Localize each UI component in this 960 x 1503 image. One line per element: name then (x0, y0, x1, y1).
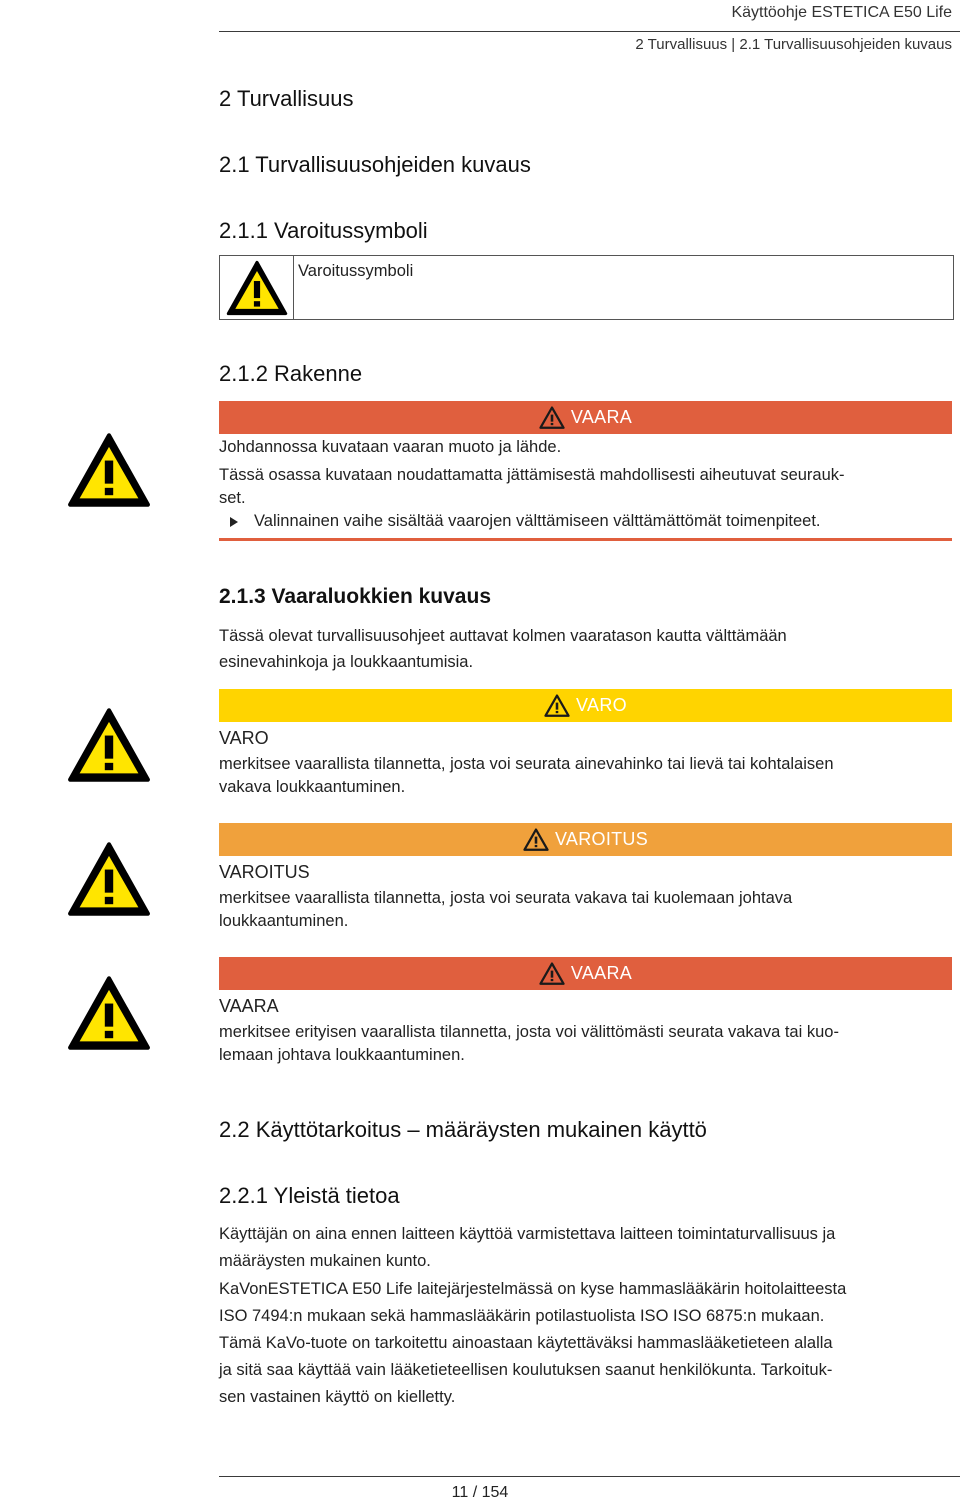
section-2-1-3-intro-line1: Tässä olevat turvallisuusohjeet auttavat kolmen vaaratason kautta välttämään (219, 627, 787, 645)
section-2-2-1-heading: 2.2.1 Yleistä tietoa (219, 1183, 400, 1208)
section-2-1-2-heading: 2.1.2 Rakenne (219, 361, 363, 386)
danger-description-line1: merkitsee erityisen vaarallista tilannetta, josta voi välittömästi seurata vakava tai kuo- (219, 1023, 839, 1041)
caution-term: VARO (219, 728, 269, 748)
caution-description-line1: merkitsee vaarallista tilannetta, josta voi seurata ainevahinko tai lievä tai kohtalaisen (219, 755, 834, 773)
notice-step-text: Valinnainen vaihe sisältää vaarojen välttämiseen välttämättömät toimenpiteet. (254, 512, 821, 530)
general-info-line: ISO 7494:n mukaan sekä hammaslääkärin potilastuolista ISO ISO 6875:n mukaan. (219, 1307, 825, 1325)
danger-level-label: VAARA (570, 407, 633, 427)
header-divider (219, 31, 960, 32)
general-info-line: KaVonESTETICA E50 Life laitejärjestelmässä on kyse hammaslääkärin hoitolaitteesta (219, 1280, 847, 1298)
warning-description-line2: loukkaantuminen. (219, 912, 349, 930)
warning-triangle-icon (67, 707, 151, 783)
warning-symbol-table (219, 255, 954, 320)
danger-description-line2: lemaan johtava loukkaantuminen. (219, 1046, 465, 1064)
triangle-right-bullet-icon (230, 517, 238, 527)
footer-divider (219, 1476, 960, 1477)
warning-triangle-icon (544, 694, 570, 717)
danger-level-notice-bar (219, 957, 952, 990)
warning-term: VAROITUS (219, 862, 310, 882)
warning-triangle-icon (523, 828, 549, 851)
warning-description-line1: merkitsee vaarallista tilannetta, josta voi seurata vakava tai kuolemaan johtava (219, 889, 793, 907)
caution-notice-bar (219, 689, 952, 722)
section-2-1-3-intro-line2: esinevahinkoja ja loukkaantumisia. (219, 653, 474, 671)
general-info-line: Tämä KaVo-tuote on tarkoitettu ainoastaan käytettäväksi hammaslääketieteen alalla (219, 1334, 833, 1352)
section-2-1-3-heading: 2.1.3 Vaaraluokkien kuvaus (219, 585, 491, 608)
general-info-line: sen vastainen käyttö on kielletty. (219, 1388, 456, 1406)
caution-description-line2: vakava loukkaantuminen. (219, 778, 406, 796)
notice-consequence-line1: Tässä osassa kuvataan noudattamatta jättämisestä mahdollisesti aiheutuvat seurauk- (219, 466, 845, 484)
general-info-line: Käyttäjän on aina ennen laitteen käyttöä varmistettava laitteen toimintaturvallisuus ja (219, 1225, 836, 1243)
warning-triangle-icon (539, 406, 565, 429)
danger-notice-bar (219, 401, 952, 434)
danger-term: VAARA (219, 996, 279, 1016)
danger-level-bar-label: VAARA (570, 963, 633, 983)
warning-symbol-cell (220, 256, 294, 319)
warning-triangle-icon (226, 260, 288, 316)
section-2-heading: 2 Turvallisuus (219, 86, 354, 111)
warning-triangle-icon (67, 975, 151, 1051)
warning-triangle-icon (67, 841, 151, 917)
notice-intro: Johdannossa kuvataan vaaran muoto ja lähde. (219, 438, 562, 456)
section-2-1-heading: 2.1 Turvallisuusohjeiden kuvaus (219, 152, 531, 177)
warning-notice-bar (219, 823, 952, 856)
document-title: Käyttöohje ESTETICA E50 Life (731, 4, 952, 21)
page-number: 11 / 154 (451, 1484, 509, 1501)
notice-consequence-line2: set. (219, 489, 246, 507)
breadcrumb: 2 Turvallisuus | 2.1 Turvallisuusohjeiden kuvaus (635, 36, 952, 53)
warning-level-label: VAROITUS (554, 829, 649, 849)
general-info-line: määräysten mukainen kunto. (219, 1252, 431, 1270)
warning-triangle-icon (539, 962, 565, 985)
warning-triangle-icon (67, 432, 151, 508)
general-info-line: ja sitä saa käyttää vain lääketieteellisen koulutuksen saanut henkilökunta. Tarkoituk- (219, 1361, 833, 1379)
danger-notice-bottom-rule (219, 538, 952, 541)
section-2-1-1-heading: 2.1.1 Varoitussymboli (219, 218, 428, 243)
warning-symbol-label: Varoitussymboli (298, 262, 414, 280)
notice-step (230, 512, 821, 531)
section-2-2-heading: 2.2 Käyttötarkoitus – määräysten mukainen käyttö (219, 1117, 707, 1142)
caution-level-label: VARO (576, 695, 627, 715)
